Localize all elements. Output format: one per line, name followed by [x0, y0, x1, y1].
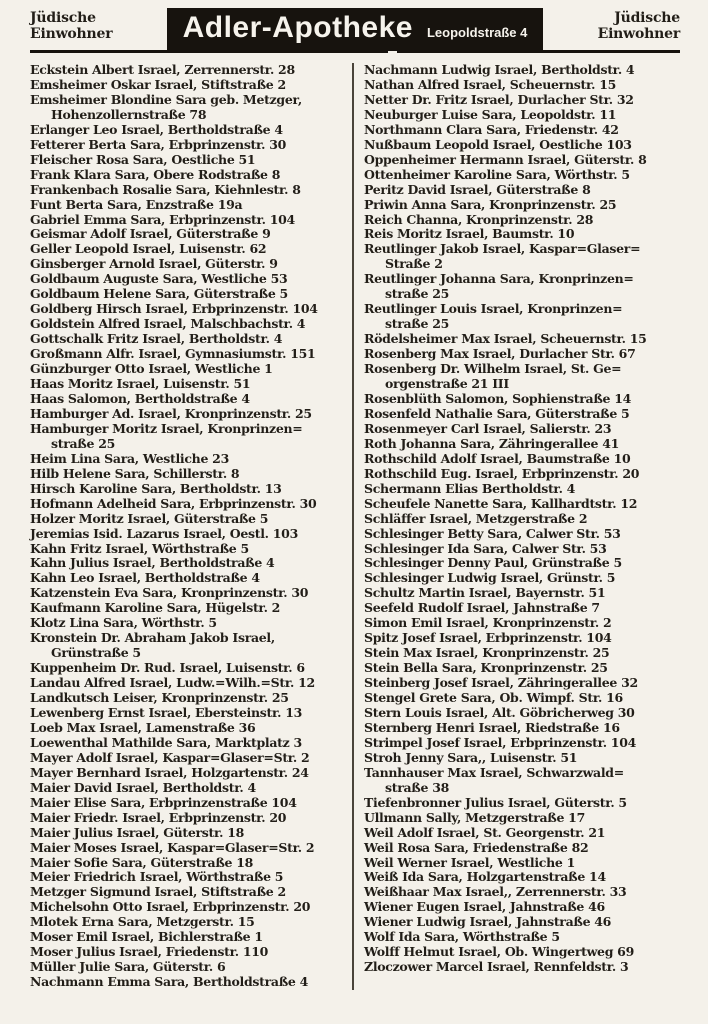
entry-line: Katzenstein Eva Sara, Kronprinzenstr. 30 — [30, 585, 309, 601]
directory-entry — [364, 870, 694, 885]
directory-entry — [364, 332, 694, 347]
directory-entry — [30, 945, 350, 960]
directory-entry — [364, 856, 694, 871]
directory-entry — [30, 542, 350, 557]
entry-line: Reutlinger Louis Israel, Kronprinzen= — [364, 301, 623, 317]
directory-entry — [30, 915, 350, 930]
directory-entry — [364, 422, 694, 437]
entry-line: Weil Werner Israel, Westliche 1 — [364, 854, 576, 870]
entry-line: Kahn Julius Israel, Bertholdstraße 4 — [30, 555, 275, 571]
directory-entry — [30, 272, 350, 287]
directory-entry — [364, 796, 694, 811]
entry-line: Frank Klara Sara, Obere Rodstraße 8 — [30, 166, 281, 182]
directory-entry — [364, 302, 694, 332]
entry-line: Schlesinger Betty Sara, Calwer Str. 53 — [364, 525, 621, 541]
pharmacy-ad-title: Adler-Apotheke — [182, 11, 413, 44]
entry-line: Mayer Adolf Israel, Kaspar=Glaser=Str. 2 — [30, 749, 310, 765]
entry-line: Loewenthal Mathilde Sara, Marktplatz 3 — [30, 734, 302, 750]
directory-entry — [30, 242, 350, 257]
directory-entry — [30, 721, 350, 736]
entry-line: Simon Emil Israel, Kronprinzenstr. 2 — [364, 615, 612, 631]
directory-entry — [364, 586, 694, 601]
directory-entry — [364, 227, 694, 242]
directory-entry — [364, 452, 694, 467]
directory-entry — [30, 407, 350, 422]
directory-entry — [364, 123, 694, 138]
directory-entry — [30, 452, 350, 467]
entry-line: Klotz Lina Sara, Wörthstr. 5 — [30, 615, 217, 631]
entry-line: Frankenbach Rosalie Sara, Kiehnlestr. 8 — [30, 181, 301, 197]
directory-entry — [30, 885, 350, 900]
entry-line: Großmann Alfr. Israel, Gymnasiumstr. 151 — [30, 346, 316, 362]
entry-line: Peritz David Israel, Güterstraße 8 — [364, 181, 591, 197]
directory-entry — [364, 198, 694, 213]
entry-line: Schläffer Israel, Metzgerstraße 2 — [364, 510, 588, 526]
directory-entry — [30, 213, 350, 228]
directory-entry — [364, 811, 694, 826]
directory-entry — [30, 796, 350, 811]
entry-line: Heim Lina Sara, Westliche 23 — [30, 450, 229, 466]
entry-line: Steinberg Josef Israel, Zähringerallee 32 — [364, 675, 638, 691]
entry-line: Spitz Josef Israel, Erbprinzenstr. 104 — [364, 630, 612, 646]
entry-line: Rosenmeyer Carl Israel, Salierstr. 23 — [364, 420, 612, 436]
entry-line: Kahn Fritz Israel, Wörthstraße 5 — [30, 540, 249, 556]
entry-line: Wolf Ida Sara, Wörthstraße 5 — [364, 929, 560, 945]
entry-line: Haas Moritz Israel, Luisenstr. 51 — [30, 376, 251, 392]
entry-line: Holzer Moritz Israel, Güterstraße 5 — [30, 510, 269, 526]
entry-line: Geller Leopold Israel, Luisenstr. 62 — [30, 241, 267, 257]
directory-entry — [364, 676, 694, 691]
directory-entry — [30, 691, 350, 706]
entry-line: Nachmann Ludwig Israel, Bertholdstr. 4 — [364, 62, 635, 77]
directory-entry — [364, 646, 694, 661]
entry-line: Weil Rosa Sara, Friedenstraße 82 — [364, 839, 589, 855]
entry-line: Strimpel Josef Israel, Erbprinzenstr. 104 — [364, 734, 637, 750]
directory-entry — [30, 766, 350, 781]
entry-line: Schultz Martin Israel, Bayernstr. 51 — [364, 585, 606, 601]
directory-entry — [364, 691, 694, 706]
directory-entry — [30, 78, 350, 93]
entry-line: Maier Julius Israel, Güterstr. 18 — [30, 824, 245, 840]
entry-line: Tannhauser Max Israel, Schwarzwald= — [364, 764, 624, 780]
directory-entry — [364, 407, 694, 422]
directory-entry — [364, 512, 694, 527]
entry-continuation-line: Grünstraße 5 — [51, 645, 141, 661]
entry-line: Wiener Ludwig Israel, Jahnstraße 46 — [364, 914, 612, 930]
directory-entry — [364, 497, 694, 512]
directory-entry — [364, 467, 694, 482]
directory-entry — [30, 227, 350, 242]
entry-line: Maier David Israel, Bertholdstr. 4 — [30, 779, 256, 795]
entry-line: Hofmann Adelheid Sara, Erbprinzenstr. 30 — [30, 495, 317, 511]
entry-line: Fleischer Rosa Sara, Oestliche 51 — [30, 151, 256, 167]
entry-line: Goldbaum Helene Sara, Güterstraße 5 — [30, 286, 288, 302]
directory-entry — [30, 347, 350, 362]
directory-entry — [30, 661, 350, 676]
directory-entry — [364, 930, 694, 945]
directory-entry — [364, 437, 694, 452]
entry-line: Schlesinger Denny Paul, Grünstraße 5 — [364, 555, 622, 571]
entry-line: Scheufele Nanette Sara, Kallhardtstr. 12 — [364, 495, 638, 511]
directory-entry — [364, 661, 694, 676]
directory-entry — [364, 168, 694, 183]
directory-entry — [364, 153, 694, 168]
directory-entry — [364, 78, 694, 93]
directory-entry — [30, 975, 350, 990]
directory-entry — [364, 362, 694, 392]
entry-line: Nathan Alfred Israel, Scheuernstr. 15 — [364, 76, 616, 92]
entry-line: Reutlinger Jakob Israel, Kaspar=Glaser= — [364, 241, 641, 257]
entry-line: Mlotek Erna Sara, Metzgerstr. 15 — [30, 914, 255, 930]
entry-line: Funt Berta Sara, Enzstraße 19a — [30, 196, 243, 212]
entry-line: Michelsohn Otto Israel, Erbprinzenstr. 20 — [30, 899, 311, 915]
directory-left-column — [30, 63, 350, 990]
directory-right-column — [364, 63, 694, 990]
directory-entry — [364, 347, 694, 362]
directory-entry — [30, 856, 350, 871]
directory-entry — [30, 467, 350, 482]
entry-line: Wiener Eugen Israel, Jahnstraße 46 — [364, 899, 605, 915]
header-rule-right — [397, 50, 680, 53]
directory-entry — [364, 571, 694, 586]
entry-line: Emsheimer Blondine Sara geb. Metzger, — [30, 91, 302, 107]
directory-entry — [30, 616, 350, 631]
entry-line: Haas Salomon, Bertholdstraße 4 — [30, 390, 250, 406]
entry-line: Nachmann Emma Sara, Bertholdstraße 4 — [30, 974, 309, 990]
directory-entry — [364, 108, 694, 123]
entry-line: Hirsch Karoline Sara, Bertholdstr. 13 — [30, 480, 282, 496]
entry-line: Nußbaum Leopold Israel, Oestliche 103 — [364, 136, 632, 152]
entry-line: Tiefenbronner Julius Israel, Güterstr. 5 — [364, 794, 627, 810]
entry-line: Jeremias Isid. Lazarus Israel, Oestl. 103 — [30, 525, 298, 541]
entry-line: Zloczower Marcel Israel, Rennfeldstr. 3 — [364, 959, 629, 975]
entry-line: Schlesinger Ida Sara, Calwer Str. 53 — [364, 540, 607, 556]
directory-entry — [364, 556, 694, 571]
entry-line: Rothschild Adolf Israel, Baumstraße 10 — [364, 450, 631, 466]
masthead-left-line2: Einwohner — [30, 26, 113, 42]
directory-entry — [364, 631, 694, 646]
entry-line: Reutlinger Johanna Sara, Kronprinzen= — [364, 271, 634, 287]
entry-line: Northmann Clara Sara, Friedenstr. 42 — [364, 121, 619, 137]
entry-line: Hamburger Ad. Israel, Kronprinzenstr. 25 — [30, 405, 312, 421]
masthead-left-label — [30, 10, 112, 42]
entry-line: Erlanger Leo Israel, Bertholdstraße 4 — [30, 121, 283, 137]
masthead-right-label — [598, 10, 680, 42]
entry-line: Rödelsheimer Max Israel, Scheuernstr. 15 — [364, 331, 647, 347]
directory-entry — [364, 138, 694, 153]
entry-line: Loeb Max Israel, Lamenstraße 36 — [30, 719, 256, 735]
pharmacy-ad-banner — [167, 8, 544, 51]
entry-line: Weiß Ida Sara, Holzgartenstraße 14 — [364, 869, 606, 885]
entry-continuation-line: straße 25 — [385, 286, 449, 302]
entry-continuation-line: Hohenzollernstraße 78 — [51, 106, 207, 122]
entry-line: Goldberg Hirsch Israel, Erbprinzenstr. 104 — [30, 301, 318, 317]
entry-line: Weil Adolf Israel, St. Georgenstr. 21 — [364, 824, 606, 840]
entry-line: Seefeld Rudolf Israel, Jahnstraße 7 — [364, 600, 600, 616]
entry-line: Metzger Sigmund Israel, Stiftstraße 2 — [30, 884, 286, 900]
directory-entry — [30, 601, 350, 616]
entry-line: Goldbaum Auguste Sara, Westliche 53 — [30, 271, 288, 287]
entry-line: Müller Julie Sara, Güterstr. 6 — [30, 959, 226, 975]
entry-line: Roth Johanna Sara, Zähringerallee 41 — [364, 435, 619, 451]
directory-entry — [364, 601, 694, 616]
entry-line: Hamburger Moritz Israel, Kronprinzen= — [30, 420, 303, 436]
directory-entry — [30, 63, 350, 78]
entry-line: Reis Moritz Israel, Baumstr. 10 — [364, 226, 575, 242]
directory-entry — [364, 527, 694, 542]
entry-line: Rothschild Eug. Israel, Erbprinzenstr. 20 — [364, 465, 640, 481]
directory-entry — [364, 960, 694, 975]
directory-entry — [364, 721, 694, 736]
directory-entry — [30, 870, 350, 885]
directory-entry — [364, 841, 694, 856]
entry-line: Oppenheimer Hermann Israel, Güterstr. 8 — [364, 151, 647, 167]
entry-line: Gottschalk Fritz Israel, Bertholdstr. 4 — [30, 331, 283, 347]
entry-line: Emsheimer Oskar Israel, Stiftstraße 2 — [30, 76, 286, 92]
directory-entry — [30, 841, 350, 856]
entry-line: Kaufmann Karoline Sara, Hügelstr. 2 — [30, 600, 281, 616]
entry-line: Maier Sofie Sara, Güterstraße 18 — [30, 854, 254, 870]
masthead-right-line2: Einwohner — [597, 26, 680, 42]
directory-entry — [30, 751, 350, 766]
entry-line: Kahn Leo Israel, Bertholdstraße 4 — [30, 570, 260, 586]
entry-line: Rosenblüth Salomon, Sophienstraße 14 — [364, 390, 632, 406]
directory-entry — [30, 287, 350, 302]
directory-entry — [364, 392, 694, 407]
entry-line: Günzburger Otto Israel, Westliche 1 — [30, 361, 273, 377]
entry-line: Eckstein Albert Israel, Zerrennerstr. 28 — [30, 62, 295, 77]
directory-entry — [364, 213, 694, 228]
entry-line: Gabriel Emma Sara, Erbprinzenstr. 104 — [30, 211, 295, 227]
entry-line: Maier Moses Israel, Kaspar=Glaser=Str. 2 — [30, 839, 315, 855]
pharmacy-ad-address: Leopoldstraße 4 — [426, 25, 528, 40]
entry-line: Reich Channa, Kronprinzenstr. 28 — [364, 211, 594, 227]
entry-continuation-line: orgenstraße 21 III — [385, 376, 509, 392]
entry-line: Kuppenheim Dr. Rud. Israel, Luisenstr. 6 — [30, 660, 305, 676]
entry-line: Rosenfeld Nathalie Sara, Güterstraße 5 — [364, 405, 630, 421]
entry-line: Netter Dr. Fritz Israel, Durlacher Str. 32 — [364, 91, 634, 107]
entry-line: Hilb Helene Sara, Schillerstr. 8 — [30, 465, 240, 481]
entry-line: Ginsberger Arnold Israel, Güterstr. 9 — [30, 256, 278, 272]
directory-entry — [364, 93, 694, 108]
entry-line: Rosenberg Max Israel, Durlacher Str. 67 — [364, 346, 636, 362]
directory-entry — [30, 497, 350, 512]
directory-entry — [364, 616, 694, 631]
directory-entry — [30, 138, 350, 153]
directory-entry — [364, 900, 694, 915]
directory-entry — [364, 242, 694, 272]
directory-entry — [364, 183, 694, 198]
entry-line: Mayer Bernhard Israel, Holzgartenstr. 24 — [30, 764, 309, 780]
entry-line: Moser Emil Israel, Bichlerstraße 1 — [30, 929, 263, 945]
directory-entry — [364, 945, 694, 960]
entry-line: Priwin Anna Sara, Kronprinzenstr. 25 — [364, 196, 617, 212]
entry-line: Rosenberg Dr. Wilhelm Israel, St. Ge= — [364, 361, 622, 377]
directory-entry — [30, 168, 350, 183]
directory-entry — [30, 198, 350, 213]
entry-line: Ottenheimer Karoline Sara, Wörthstr. 5 — [364, 166, 630, 182]
directory-entry — [364, 542, 694, 557]
entry-continuation-line: straße 38 — [385, 779, 449, 795]
directory-entry — [364, 766, 694, 796]
entry-line: Stern Louis Israel, Alt. Göbricherweg 30 — [364, 704, 635, 720]
entry-line: Sternberg Henri Israel, Riedstraße 16 — [364, 719, 620, 735]
directory-entry — [30, 153, 350, 168]
masthead-right-line1: Jüdische — [614, 10, 680, 26]
directory-entry — [364, 826, 694, 841]
entry-line: Stengel Grete Sara, Ob. Wimpf. Str. 16 — [364, 690, 623, 706]
directory-entry — [364, 272, 694, 302]
directory-entry — [30, 482, 350, 497]
directory-entry — [364, 482, 694, 497]
directory-entry — [364, 915, 694, 930]
entry-line: Stein Max Israel, Kronprinzenstr. 25 — [364, 645, 610, 661]
directory-entry — [364, 706, 694, 721]
directory-entry — [30, 900, 350, 915]
entry-line: Geismar Adolf Israel, Güterstraße 9 — [30, 226, 271, 242]
directory-entry — [30, 736, 350, 751]
entry-continuation-line: straße 25 — [51, 435, 115, 451]
directory-entry — [30, 811, 350, 826]
masthead-left-line1: Jüdische — [30, 10, 96, 26]
directory-entry — [364, 63, 694, 78]
entry-line: Neuburger Luise Sara, Leopoldstr. 11 — [364, 106, 617, 122]
entry-line: Weißhaar Max Israel,, Zerrennerstr. 33 — [364, 884, 627, 900]
directory-entry — [30, 512, 350, 527]
entry-line: Stein Bella Sara, Kronprinzenstr. 25 — [364, 660, 608, 676]
entry-line: Schlesinger Ludwig Israel, Grünstr. 5 — [364, 570, 616, 586]
directory-columns — [30, 63, 694, 990]
directory-entry — [30, 676, 350, 691]
directory-entry — [30, 332, 350, 347]
entry-line: Ullmann Sally, Metzgerstraße 17 — [364, 809, 585, 825]
directory-entry — [364, 885, 694, 900]
directory-entry — [30, 422, 350, 452]
directory-entry — [30, 586, 350, 601]
entry-continuation-line: Straße 2 — [385, 256, 443, 272]
directory-entry — [30, 930, 350, 945]
directory-entry — [30, 377, 350, 392]
directory-entry — [30, 631, 350, 661]
directory-entry — [30, 183, 350, 198]
entry-line: Meier Friedrich Israel, Wörthstraße 5 — [30, 869, 284, 885]
masthead — [30, 10, 680, 51]
directory-entry — [364, 736, 694, 751]
directory-entry — [30, 781, 350, 796]
entry-line: Kronstein Dr. Abraham Jakob Israel, — [30, 630, 275, 646]
entry-line: Stroh Jenny Sara,, Luisenstr. 51 — [364, 749, 578, 765]
entry-line: Landkutsch Leiser, Kronprinzenstr. 25 — [30, 690, 289, 706]
entry-line: Moser Julius Israel, Friedenstr. 110 — [30, 944, 269, 960]
entry-line: Fetterer Berta Sara, Erbprinzenstr. 30 — [30, 136, 287, 152]
directory-entry — [364, 751, 694, 766]
directory-entry — [30, 362, 350, 377]
entry-line: Maier Elise Sara, Erbprinzenstraße 104 — [30, 794, 297, 810]
directory-entry — [30, 527, 350, 542]
directory-entry — [30, 93, 350, 123]
directory-entry — [30, 302, 350, 317]
header-rule-left — [30, 50, 388, 53]
directory-entry — [30, 392, 350, 407]
directory-entry — [30, 317, 350, 332]
directory-entry — [30, 257, 350, 272]
directory-entry — [30, 826, 350, 841]
entry-line: Landau Alfred Israel, Ludw.=Wilh.=Str. 12 — [30, 675, 315, 691]
entry-continuation-line: straße 25 — [385, 316, 449, 332]
directory-entry — [30, 571, 350, 586]
entry-line: Maier Friedr. Israel, Erbprinzenstr. 20 — [30, 809, 287, 825]
entry-line: Goldstein Alfred Israel, Malschbachstr. 4 — [30, 316, 306, 332]
entry-line: Lewenberg Ernst Israel, Ebersteinstr. 13 — [30, 704, 303, 720]
entry-line: Wolff Helmut Israel, Ob. Wingertweg 69 — [364, 944, 634, 960]
entry-line: Schermann Elias Bertholdstr. 4 — [364, 480, 576, 496]
directory-entry — [30, 960, 350, 975]
directory-entry — [30, 706, 350, 721]
directory-entry — [30, 123, 350, 138]
directory-entry — [30, 556, 350, 571]
